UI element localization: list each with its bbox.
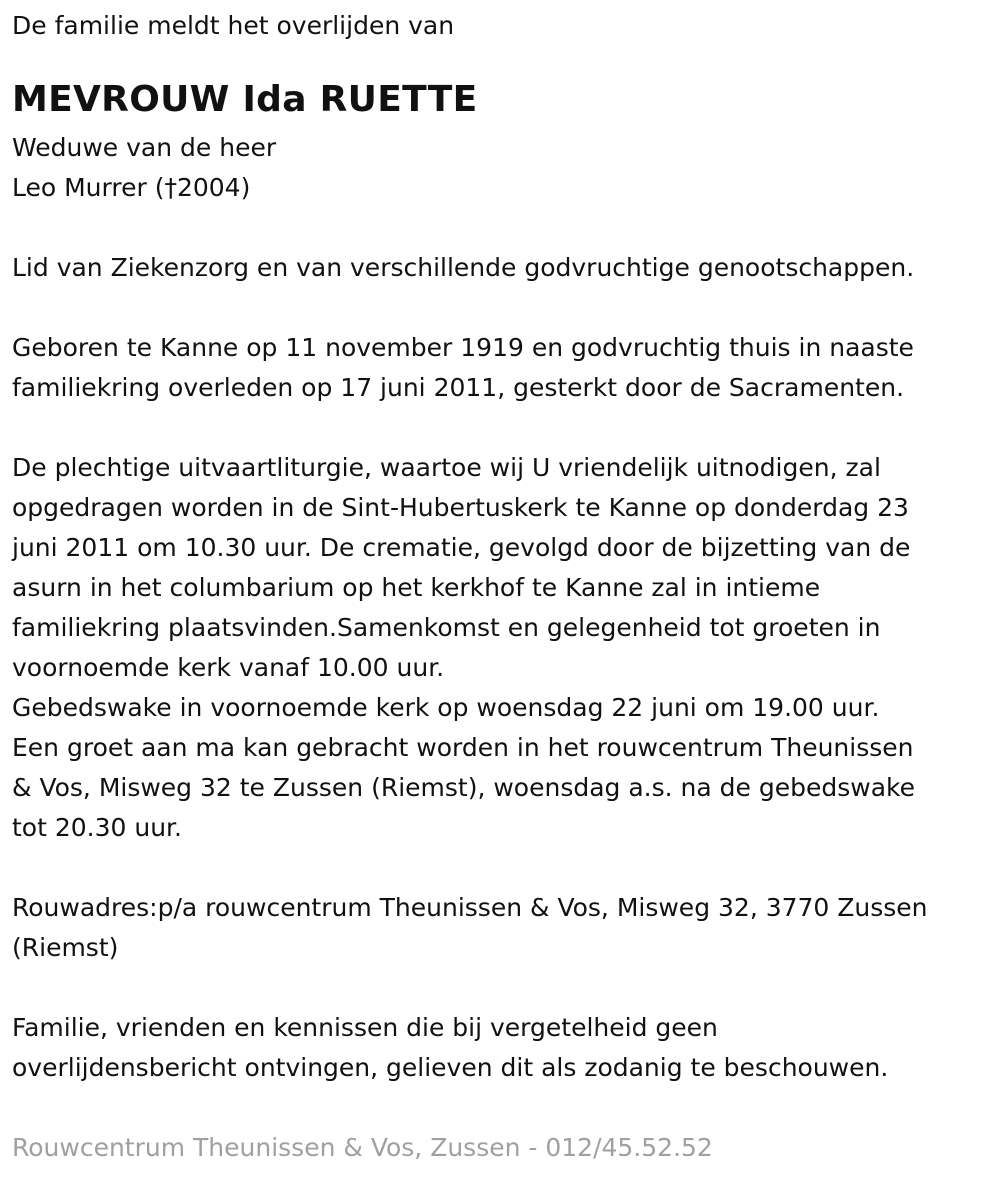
ceremony-line: juni 2011 om 10.30 uur. De crematie, gevolgd door de bijzetting van de [12,533,911,562]
membership-text: Lid van Ziekenzorg en van verschillende godvruchtige genootschappen. [12,253,915,282]
birth-death-line: Geboren te Kanne op 11 november 1919 en godvruchtig thuis in naaste [12,333,914,362]
ceremony-line: asurn in het columbarium op het kerkhof te Kanne zal in intieme [12,573,821,602]
ceremony-line: Gebedswake in voornoemde kerk op woensdag 22 juni om 19.00 uur. [12,693,880,722]
widow-line: Leo Murrer (†2004) [12,173,251,202]
ceremony-line: tot 20.30 uur. [12,813,182,842]
ceremony-line: familiekring plaatsvinden.Samenkomst en gelegenheid tot groeten in [12,613,881,642]
membership-section [12,248,988,288]
widow-section [12,128,988,208]
address-line: Rouwadres:p/a rouwcentrum Theunissen & Vos, Misweg 32, 3770 Zussen [12,893,928,922]
birth-death-section [12,328,988,408]
deceased-name: MEVROUW Ida RUETTE [12,79,478,120]
ceremony-line: opgedragen worden in de Sint-Hubertuskerk te Kanne op donderdag 23 [12,493,909,522]
widow-line: Weduwe van de heer [12,133,277,162]
notice-line: overlijdensbericht ontvingen, gelieven dit als zodanig te beschouwen. [12,1053,889,1082]
notice-section [12,1008,988,1088]
address-line: (Riemst) [12,933,119,962]
funeral-home-footer: Rouwcentrum Theunissen & Vos, Zussen - 012/45.52.52 [12,1133,713,1162]
ceremony-line: De plechtige uitvaartliturgie, waartoe wij U vriendelijk uitnodigen, zal [12,453,881,482]
ceremony-section [12,448,988,848]
intro-text: De familie meldt het overlijden van [12,11,455,40]
ceremony-line: voornoemde kerk vanaf 10.00 uur. [12,653,445,682]
ceremony-line: Een groet aan ma kan gebracht worden in het rouwcentrum Theunissen [12,733,914,762]
ceremony-line: & Vos, Misweg 32 te Zussen (Riemst), woensdag a.s. na de gebedswake [12,773,915,802]
birth-death-line: familiekring overleden op 17 juni 2011, gesterkt door de Sacramenten. [12,373,905,402]
address-section [12,888,988,968]
notice-line: Familie, vrienden en kennissen die bij vergetelheid geen [12,1013,718,1042]
